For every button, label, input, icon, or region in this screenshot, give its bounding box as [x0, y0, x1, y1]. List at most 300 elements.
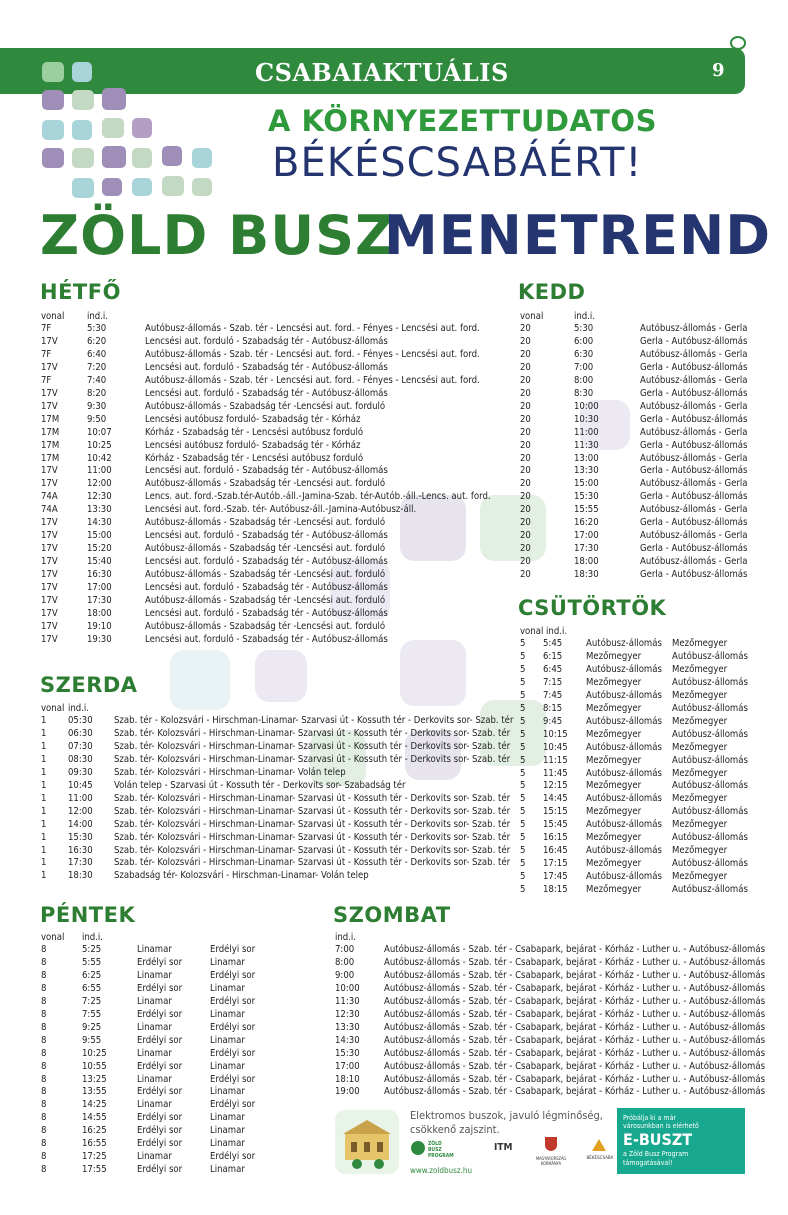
- table-cell: Gerla - Autóbusz-állomás: [640, 569, 748, 581]
- table-cell: 17V: [41, 478, 58, 490]
- col-header-ind: ind.i.: [87, 311, 109, 322]
- table-cell: Lencsési aut. forduló - Szabadság tér - Autóbusz-állomás: [145, 335, 388, 347]
- table-cell: Autóbusz-állomás: [586, 845, 662, 857]
- table-cell: 5: [520, 806, 526, 818]
- table-cell: 20: [520, 478, 531, 490]
- table-cell: Mezőmegyer: [672, 845, 728, 857]
- table-cell: 17V: [41, 569, 58, 581]
- table-cell: Autóbusz-állomás - Gerla: [640, 530, 748, 542]
- table-cell: 6:55: [82, 982, 102, 994]
- table-cell: Gerla - Autóbusz-állomás: [640, 543, 748, 555]
- table-cell: Szab. tér - Kolozsvári - Hirschman-Linamar- Szarvasi út - Kossuth tér - Derkovits sor- Szab. tér: [114, 715, 514, 726]
- table-cell: 11:00: [574, 426, 599, 438]
- table-cell: Szab. tér- Kolozsvári - Hirschman-Linamar- Szarvasi út - Kossuth tér - Derkovits sor- Szab. tér: [114, 792, 511, 804]
- table-cell: Autóbusz-állomás: [586, 689, 662, 701]
- table-cell: Gerla - Autóbusz-állomás: [640, 465, 748, 477]
- table-cell: Linamar: [210, 1008, 245, 1020]
- table-cell: 18:00: [574, 556, 599, 568]
- table-cell: 10:15: [543, 728, 568, 740]
- table-cell: 8: [41, 1125, 47, 1137]
- table-cell: Erdélyi sor: [137, 982, 183, 994]
- table-cell: 17V: [41, 335, 58, 347]
- table-cell: Autóbusz-állomás: [672, 806, 748, 818]
- table-cell: 10:45: [68, 779, 93, 791]
- table-cell: 11:00: [87, 465, 112, 477]
- table-cell: 1: [41, 715, 47, 726]
- col-header-vonal: vonal: [520, 311, 544, 322]
- table-cell: 17V: [41, 517, 58, 529]
- table-cell: 10:30: [574, 413, 599, 425]
- table-cell: 17:00: [335, 1060, 360, 1072]
- table-cell: 8: [41, 1151, 47, 1163]
- col-header-vonal: vonal: [41, 932, 65, 943]
- table-cell: Mezőmegyer: [672, 741, 728, 753]
- table-cell: Szab. tér- Kolozsvári - Hirschman-Linamar- Szarvasi út - Kossuth tér - Derkovits sor- Szab. tér: [114, 753, 511, 765]
- table-cell: 12:30: [335, 1008, 360, 1020]
- table-cell: 5: [520, 767, 526, 779]
- table-cell: Linamar: [137, 1021, 172, 1033]
- table-cell: 17M: [41, 413, 60, 425]
- table-cell: Mezőmegyer: [672, 715, 728, 727]
- table-cell: Autóbusz-állomás - Szab. tér - Csabapark, bejárat - Kórház - Luther u. - Autóbusz-állomás: [384, 1086, 766, 1098]
- table-cell: Autóbusz-állomás: [586, 793, 662, 805]
- table-cell: Erdélyi sor: [137, 1008, 183, 1020]
- table-cell: 8: [41, 1112, 47, 1124]
- col-header-vonal: vonal: [41, 703, 65, 714]
- table-cell: 5:25: [82, 944, 102, 955]
- table-cell: Mezőmegyer: [672, 871, 728, 883]
- table-cell: 5: [520, 845, 526, 857]
- table-cell: 17:45: [543, 871, 568, 883]
- table-cell: 19:30: [87, 633, 112, 645]
- table-cell: Autóbusz-állomás: [672, 728, 748, 740]
- table-cell: Autóbusz-állomás - Szab. tér - Csabapark, bejárat - Kórház - Luther u. - Autóbusz-állomás: [384, 1047, 766, 1059]
- table-cell: 13:30: [335, 1021, 360, 1033]
- table-cell: 5: [520, 754, 526, 766]
- table-cell: 08:30: [68, 753, 93, 765]
- table-cell: Autóbusz-állomás: [672, 884, 748, 896]
- table-cell: Erdélyi sor: [210, 995, 256, 1007]
- table-cell: Linamar: [137, 1073, 172, 1085]
- table-cell: 18:30: [68, 870, 93, 882]
- table-cell: Mezőmegyer: [586, 650, 642, 662]
- table-cell: 20: [520, 556, 531, 568]
- table-cell: Erdélyi sor: [137, 1164, 183, 1176]
- table-cell: 06:30: [68, 727, 93, 739]
- building-illustration: [335, 1110, 399, 1174]
- table-cell: 18:10: [335, 1073, 360, 1085]
- table-cell: Autóbusz-állomás - Szab. tér - Csabapark, bejárat - Kórház - Luther u. - Autóbusz-állomás: [384, 1008, 766, 1020]
- table-cell: 8: [41, 1086, 47, 1098]
- table-cell: 1: [41, 779, 47, 791]
- table-cell: 74A: [41, 491, 58, 503]
- table-cell: Linamar: [210, 1138, 245, 1150]
- table-cell: Autóbusz-állomás - Szab. tér - Csabapark, bejárat - Kórház - Luther u. - Autóbusz-állomás: [384, 1073, 766, 1085]
- table-cell: 20: [520, 452, 531, 464]
- table-cell: 16:30: [87, 569, 112, 581]
- table-cell: 17:00: [87, 582, 112, 593]
- table-cell: 1: [41, 792, 47, 804]
- table-cell: Mezőmegyer: [672, 819, 728, 831]
- table-cell: 20: [520, 361, 531, 373]
- table-cell: 5: [520, 832, 526, 844]
- table-cell: 5: [520, 663, 526, 675]
- col-header-vonal-ind: vonal ind.i.: [520, 626, 568, 637]
- table-cell: 10:25: [82, 1047, 107, 1059]
- table-cell: Autóbusz-állomás - Gerla: [640, 374, 748, 386]
- table-cell: 1: [41, 831, 47, 843]
- table-cell: 20: [520, 335, 531, 347]
- table-cell: 9:50: [87, 413, 107, 425]
- table-cell: Erdélyi sor: [137, 956, 183, 968]
- table-cell: Lencsési aut. forduló - Szabadság tér - Autóbusz-állomás: [145, 633, 388, 645]
- table-cell: 8: [41, 1164, 47, 1176]
- table-cell: 10:25: [87, 439, 112, 451]
- table-cell: 10:45: [543, 741, 568, 753]
- table-cell: 17:55: [82, 1164, 107, 1176]
- table-cell: 1: [41, 740, 47, 752]
- table-cell: Autóbusz-állomás - Szabadság tér -Lencsési aut. forduló: [145, 517, 386, 529]
- table-cell: 8: [41, 956, 47, 968]
- table-cell: 13:30: [574, 465, 599, 477]
- table-cell: Erdélyi sor: [137, 1125, 183, 1137]
- table-cell: 17M: [41, 439, 60, 451]
- table-cell: 20: [520, 323, 531, 334]
- table-cell: 9:45: [543, 715, 563, 727]
- table-cell: Autóbusz-állomás - Gerla: [640, 400, 748, 412]
- table-cell: Autóbusz-állomás - Gerla: [640, 348, 748, 360]
- table-cell: 8: [41, 982, 47, 994]
- table-cell: 14:30: [87, 517, 112, 529]
- table-cell: Autóbusz-állomás: [672, 832, 748, 844]
- table-cell: Autóbusz-állomás - Szab. tér - Lencsési aut. ford. - Fényes - Lencsési aut. ford.: [145, 323, 480, 334]
- table-cell: 16:30: [68, 844, 93, 856]
- table-cell: Mezőmegyer: [672, 793, 728, 805]
- table-cell: 17:30: [87, 594, 112, 606]
- table-cell: 09:30: [68, 766, 93, 778]
- table-cell: 16:25: [82, 1125, 107, 1137]
- table-cell: 15:00: [574, 478, 599, 490]
- table-cell: Autóbusz-állomás - Gerla: [640, 452, 748, 464]
- table-cell: Mezőmegyer: [672, 638, 728, 649]
- table-cell: Autóbusz-állomás - Szab. tér - Csabapark, bejárat - Kórház - Luther u. - Autóbusz-állomás: [384, 995, 766, 1007]
- table-cell: 8: [41, 1034, 47, 1046]
- table-cell: 5: [520, 858, 526, 870]
- table-cell: 7:20: [87, 361, 107, 373]
- table-cell: 7:40: [87, 374, 107, 386]
- table-cell: Autóbusz-állomás - Szabadság tér -Lencsési aut. forduló: [145, 400, 386, 412]
- table-cell: 6:20: [87, 335, 107, 347]
- table-cell: 17V: [41, 633, 58, 645]
- brand-title: CSABAIAKTUÁLIS: [255, 58, 509, 87]
- table-cell: 11:45: [543, 767, 568, 779]
- table-cell: 17V: [41, 530, 58, 542]
- table-cell: 17:30: [68, 857, 93, 869]
- table-cell: 17V: [41, 556, 58, 568]
- table-cell: 8:20: [87, 387, 107, 399]
- table-cell: 11:00: [68, 792, 93, 804]
- table-cell: 5: [520, 702, 526, 714]
- col-header-ind: ind.i.: [82, 932, 104, 943]
- table-cell: Erdélyi sor: [210, 1021, 256, 1033]
- table-cell: Autóbusz-állomás - Szab. tér - Lencsési aut. ford. - Fényes - Lencsési aut. ford.: [145, 348, 480, 360]
- table-cell: 5:55: [82, 956, 102, 968]
- table-cell: 14:45: [543, 793, 568, 805]
- table-cell: 74A: [41, 504, 58, 516]
- table-cell: 9:30: [87, 400, 107, 412]
- table-cell: Linamar: [210, 1060, 245, 1072]
- table-cell: Lencsési aut. ford.-Szab. tér- Autóbusz-áll.-Jamina-Autóbusz-áll.: [145, 504, 417, 516]
- government-logo: MAGYARORSZÁG KORMÁNYA: [536, 1136, 566, 1166]
- table-cell: 8:00: [574, 374, 594, 386]
- table-cell: Linamar: [137, 1151, 172, 1163]
- table-cell: 20: [520, 413, 531, 425]
- table-cell: 20: [520, 374, 531, 386]
- table-cell: 20: [520, 348, 531, 360]
- table-cell: Autóbusz-állomás - Szabadság tér -Lencsési aut. forduló: [145, 620, 386, 632]
- table-cell: Mezőmegyer: [586, 702, 642, 714]
- table-cell: Kórház - Szabadság tér - Lencsési autóbusz forduló: [145, 452, 364, 464]
- table-cell: 5:30: [574, 323, 594, 334]
- table-cell: Autóbusz-állomás - Szabadság tér -Lencsési aut. forduló: [145, 478, 386, 490]
- table-cell: 20: [520, 491, 531, 503]
- table-cell: 16:20: [574, 517, 599, 529]
- table-cell: Mezőmegyer: [586, 676, 642, 688]
- table-cell: Szab. tér- Kolozsvári - Hirschman-Linamar- Szarvasi út - Kossuth tér - Derkovits sor- Szab. tér: [114, 727, 511, 739]
- table-cell: 20: [520, 400, 531, 412]
- table-cell: 14:55: [82, 1112, 107, 1124]
- table-cell: 1: [41, 805, 47, 817]
- table-cell: Erdélyi sor: [137, 1112, 183, 1124]
- table-cell: 17V: [41, 465, 58, 477]
- table-cell: 13:25: [82, 1073, 107, 1085]
- table-cell: 1: [41, 727, 47, 739]
- table-cell: Autóbusz-állomás: [586, 767, 662, 779]
- table-cell: Linamar: [210, 1112, 245, 1124]
- table-cell: 5: [520, 689, 526, 701]
- table-cell: 14:30: [335, 1034, 360, 1046]
- table-cell: 10:42: [87, 452, 112, 464]
- table-cell: 15:30: [574, 491, 599, 503]
- table-cell: Szab. tér- Kolozsvári - Hirschman-Linamar- Szarvasi út - Kossuth tér - Derkovits sor- Szab. tér: [114, 818, 511, 830]
- table-cell: 5: [520, 780, 526, 792]
- table-cell: Gerla - Autóbusz-állomás: [640, 335, 748, 347]
- table-cell: 8: [41, 1060, 47, 1072]
- swirl-icon: [730, 36, 746, 50]
- table-cell: 5: [520, 715, 526, 727]
- table-cell: Autóbusz-állomás - Szabadság tér -Lencsési aut. forduló: [145, 543, 386, 555]
- table-cell: 6:30: [574, 348, 594, 360]
- col-header-ind: ind.i.: [574, 311, 596, 322]
- table-cell: 9:25: [82, 1021, 102, 1033]
- table-cell: Lencs. aut. ford.-Szab.tér-Autób.-áll.-Jamina-Szab. tér-Autób.-áll.-Lencs. aut. ford.: [145, 491, 491, 503]
- day-heading-szombat: SZOMBAT: [333, 903, 451, 927]
- table-cell: 7F: [41, 374, 52, 386]
- bekescsaba-logo: BÉKÉSCSABA: [583, 1136, 617, 1161]
- table-cell: Kórház - Szabadság tér - Lencsési autóbusz forduló: [145, 426, 364, 438]
- table-cell: 20: [520, 465, 531, 477]
- table-cell: 13:55: [82, 1086, 107, 1098]
- table-cell: 17V: [41, 361, 58, 373]
- table-cell: 8: [41, 1099, 47, 1111]
- table-cell: 8:15: [543, 702, 563, 714]
- table-cell: 17V: [41, 582, 58, 593]
- table-cell: 15:20: [87, 543, 112, 555]
- table-cell: 5: [520, 650, 526, 662]
- table-cell: 1: [41, 857, 47, 869]
- table-cell: 5:30: [87, 323, 107, 334]
- table-cell: Autóbusz-állomás: [586, 741, 662, 753]
- table-cell: Mezőmegyer: [586, 780, 642, 792]
- table-cell: 16:15: [543, 832, 568, 844]
- table-cell: 7:45: [543, 689, 563, 701]
- table-cell: 20: [520, 426, 531, 438]
- table-cell: 8: [41, 969, 47, 981]
- table-cell: 5: [520, 884, 526, 896]
- table-cell: 6:15: [543, 650, 563, 662]
- table-cell: 17:25: [82, 1151, 107, 1163]
- table-cell: Autóbusz-állomás - Gerla: [640, 556, 748, 568]
- table-cell: 5: [520, 793, 526, 805]
- table-cell: 10:00: [574, 400, 599, 412]
- table-cell: 8: [41, 944, 47, 955]
- table-cell: Autóbusz-állomás - Gerla: [640, 426, 748, 438]
- table-cell: Erdélyi sor: [137, 1034, 183, 1046]
- table-cell: Erdélyi sor: [137, 1086, 183, 1098]
- table-cell: Linamar: [210, 1164, 245, 1176]
- table-cell: 15:30: [68, 831, 93, 843]
- footer-slogan-line2: csökkenő zajszint.: [410, 1123, 500, 1136]
- table-cell: 17M: [41, 426, 60, 438]
- table-cell: 7F: [41, 348, 52, 360]
- table-cell: 9:00: [335, 969, 355, 981]
- table-cell: Lencsési aut. forduló - Szabadság tér - Autóbusz-állomás: [145, 582, 388, 593]
- table-cell: Linamar: [137, 1047, 172, 1059]
- footer-slogan-line1: Elektromos buszok, javuló légminőség,: [410, 1109, 603, 1122]
- table-cell: Linamar: [210, 1034, 245, 1046]
- table-cell: Mezőmegyer: [586, 754, 642, 766]
- table-cell: 12:00: [87, 478, 112, 490]
- table-cell: 15:00: [87, 530, 112, 542]
- table-cell: Linamar: [210, 1086, 245, 1098]
- table-cell: Gerla - Autóbusz-állomás: [640, 491, 748, 503]
- table-cell: 11:15: [543, 754, 568, 766]
- table-cell: 5: [520, 741, 526, 753]
- itm-logo: ITM: [494, 1142, 513, 1153]
- table-cell: 6:45: [543, 663, 563, 675]
- table-cell: 17:30: [574, 543, 599, 555]
- table-cell: Erdélyi sor: [210, 1047, 256, 1059]
- table-cell: Lencsési aut. forduló - Szabadság tér - Autóbusz-állomás: [145, 387, 388, 399]
- table-cell: 11:30: [574, 439, 599, 451]
- zold-busz-program-logo: ZÖLD BUSZ PROGRAM: [410, 1140, 454, 1162]
- table-cell: 7:00: [574, 361, 594, 373]
- table-cell: Szabadság tér- Kolozsvári - Hirschman-Linamar- Volán telep: [114, 870, 369, 882]
- table-cell: Autóbusz-állomás - Szab. tér - Csabapark, bejárat - Kórház - Luther u. - Autóbusz-állomás: [384, 944, 766, 955]
- table-cell: Erdélyi sor: [210, 1099, 256, 1111]
- table-cell: Mezőmegyer: [672, 767, 728, 779]
- table-cell: Autóbusz-állomás - Szab. tér - Csabapark, bejárat - Kórház - Luther u. - Autóbusz-állomás: [384, 956, 766, 968]
- table-cell: 18:15: [543, 884, 568, 896]
- table-cell: 8: [41, 1138, 47, 1150]
- table-cell: 12:30: [87, 491, 112, 503]
- day-heading-szerda: SZERDA: [40, 673, 138, 697]
- col-header-vonal: vonal: [41, 311, 65, 322]
- page-number: 9: [712, 60, 725, 81]
- table-cell: Erdélyi sor: [210, 1073, 256, 1085]
- table-cell: Autóbusz-állomás: [586, 663, 662, 675]
- table-cell: 6:40: [87, 348, 107, 360]
- table-cell: 19:00: [335, 1086, 360, 1098]
- table-cell: 7:00: [335, 944, 355, 955]
- table-cell: 20: [520, 387, 531, 399]
- day-heading-pentek: PÉNTEK: [40, 903, 136, 927]
- day-heading-csutortok: CSÜTÖRTÖK: [518, 596, 667, 620]
- table-cell: 1: [41, 766, 47, 778]
- table-cell: Autóbusz-állomás: [672, 858, 748, 870]
- table-cell: Gerla - Autóbusz-állomás: [640, 517, 748, 529]
- table-cell: Mezőmegyer: [672, 663, 728, 675]
- table-cell: Autóbusz-állomás - Szab. tér - Csabapark, bejárat - Kórház - Luther u. - Autóbusz-állomás: [384, 1060, 766, 1072]
- table-cell: Linamar: [210, 1125, 245, 1137]
- day-heading-hetfo: HÉTFŐ: [40, 280, 121, 304]
- table-cell: 7:15: [543, 676, 563, 688]
- table-cell: 15:30: [335, 1047, 360, 1059]
- table-cell: Lencsési aut. forduló - Szabadság tér - Autóbusz-állomás: [145, 465, 388, 477]
- table-cell: Szab. tér- Kolozsvári - Hirschman-Linamar- Szarvasi út - Kossuth tér - Derkovits sor- Szab. tér: [114, 805, 511, 817]
- table-cell: 20: [520, 439, 531, 451]
- table-cell: 05:30: [68, 715, 93, 726]
- table-cell: 1: [41, 844, 47, 856]
- table-cell: 14:25: [82, 1099, 107, 1111]
- footer-url[interactable]: www.zoldbusz.hu: [410, 1166, 473, 1175]
- table-cell: 1: [41, 870, 47, 882]
- table-cell: 15:15: [543, 806, 568, 818]
- table-cell: 5: [520, 638, 526, 649]
- table-cell: Autóbusz-állomás: [586, 715, 662, 727]
- table-cell: 19:10: [87, 620, 112, 632]
- table-cell: Autóbusz-állomás - Szab. tér - Csabapark, bejárat - Kórház - Luther u. - Autóbusz-állomás: [384, 969, 766, 981]
- table-cell: Autóbusz-állomás: [672, 650, 748, 662]
- table-cell: Autóbusz-állomás: [672, 754, 748, 766]
- col-header-ind: ind.i.: [68, 703, 90, 714]
- table-cell: Autóbusz-állomás: [586, 638, 662, 649]
- table-cell: Szab. tér- Kolozsvári - Hirschman-Linamar- Volán telep: [114, 766, 346, 778]
- table-cell: Szab. tér- Kolozsvári - Hirschman-Linamar- Szarvasi út - Kossuth tér - Derkovits sor- Szab. tér: [114, 740, 511, 752]
- table-cell: Szab. tér- Kolozsvári - Hirschman-Linamar- Szarvasi út - Kossuth tér - Derkovits sor- Szab. tér: [114, 831, 511, 843]
- title-zold-busz: ZÖLD BUSZ: [40, 204, 396, 267]
- table-cell: 7:55: [82, 1008, 102, 1020]
- table-cell: Autóbusz-állomás: [586, 871, 662, 883]
- table-cell: 8: [41, 1073, 47, 1085]
- table-cell: 10:07: [87, 426, 112, 438]
- table-cell: Autóbusz-állomás - Szab. tér - Csabapark, bejárat - Kórház - Luther u. - Autóbusz-állomás: [384, 1034, 766, 1046]
- table-cell: Linamar: [210, 982, 245, 994]
- table-cell: Autóbusz-állomás - Gerla: [640, 478, 748, 490]
- table-cell: 17:00: [574, 530, 599, 542]
- table-cell: 10:00: [335, 982, 360, 994]
- table-cell: 17V: [41, 620, 58, 632]
- table-cell: Autóbusz-állomás - Szab. tér - Lencsési aut. ford. - Fényes - Lencsési aut. ford.: [145, 374, 480, 386]
- table-cell: 8: [41, 1008, 47, 1020]
- table-cell: 13:30: [87, 504, 112, 516]
- table-cell: Erdélyi sor: [210, 969, 256, 981]
- table-cell: 16:45: [543, 845, 568, 857]
- table-cell: Mezőmegyer: [586, 806, 642, 818]
- table-cell: Erdélyi sor: [210, 1151, 256, 1163]
- table-cell: Autóbusz-állomás - Szabadság tér -Lencsési aut. forduló: [145, 594, 386, 606]
- table-cell: 17M: [41, 452, 60, 464]
